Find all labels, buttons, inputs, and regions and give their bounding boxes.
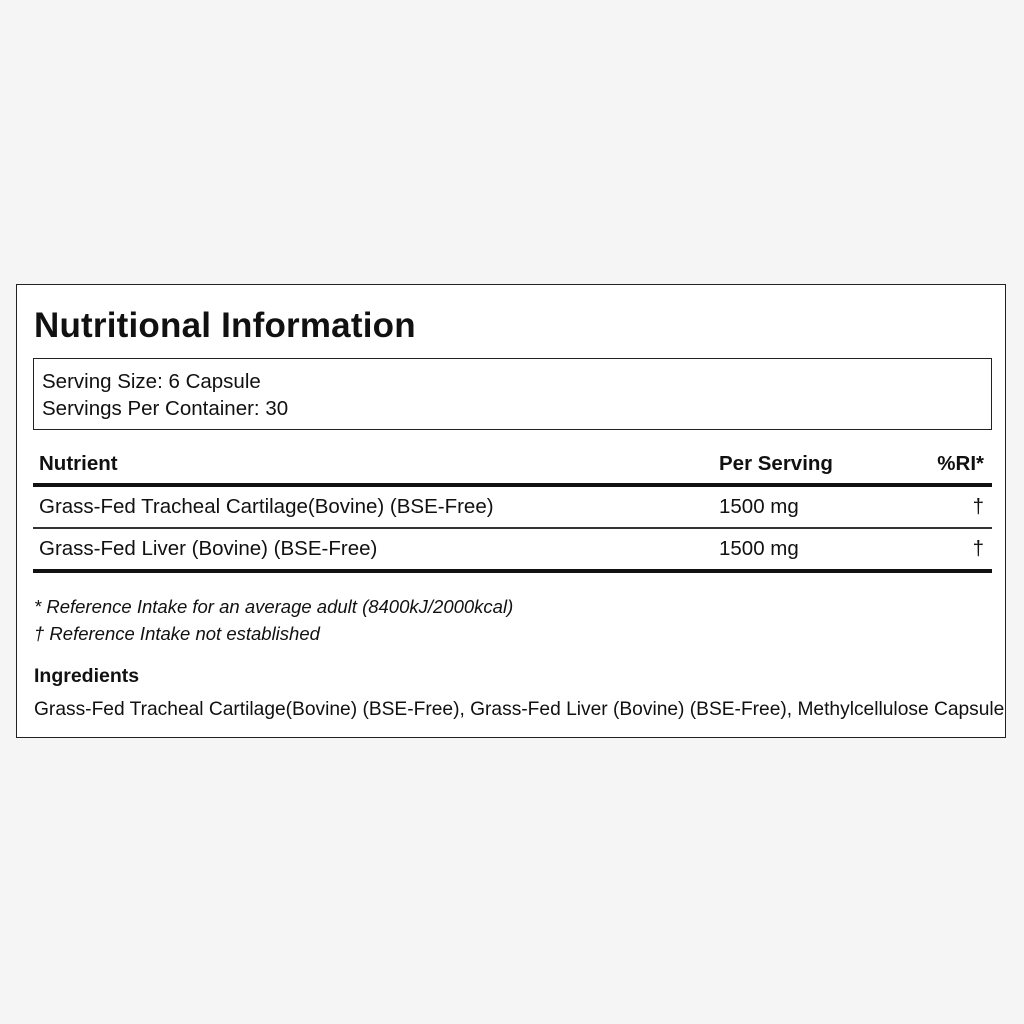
nutrient-ri: † <box>972 495 984 518</box>
footnotes <box>34 593 513 647</box>
header-per-serving: Per Serving <box>719 452 833 475</box>
table-row <box>33 487 992 527</box>
servings-per-container: Servings Per Container: 30 <box>42 397 289 420</box>
nutrient-amount: 1500 mg <box>719 495 799 518</box>
label-title: Nutritional Information <box>34 306 416 345</box>
nutrient-name: Grass-Fed Liver (Bovine) (BSE-Free) <box>39 536 378 560</box>
header-ri: %RI* <box>937 452 984 475</box>
table-header-row <box>33 445 992 483</box>
nutrient-amount: 1500 mg <box>719 536 799 560</box>
dagger-footnote: † Reference Intake not established <box>34 623 320 644</box>
ingredients-list: Grass-Fed Tracheal Cartilage(Bovine) (BSE-Free), Grass-Fed Liver (Bovine) (BSE-Free), Methylcellulose Capsule <box>34 699 1005 720</box>
table-bottom-divider <box>33 569 992 573</box>
nutrient-table <box>33 445 992 573</box>
serving-info-box <box>33 358 992 430</box>
ingredients-heading: Ingredients <box>34 665 140 687</box>
nutrition-label <box>16 284 1006 738</box>
ri-footnote: * Reference Intake for an average adult (8400kJ/2000kcal) <box>34 596 514 617</box>
serving-size: Serving Size: 6 Capsule <box>42 370 261 393</box>
nutrient-ri: † <box>972 536 984 560</box>
header-nutrient: Nutrient <box>39 452 118 475</box>
nutrient-name: Grass-Fed Tracheal Cartilage(Bovine) (BSE-Free) <box>39 495 494 518</box>
table-row <box>33 529 992 569</box>
